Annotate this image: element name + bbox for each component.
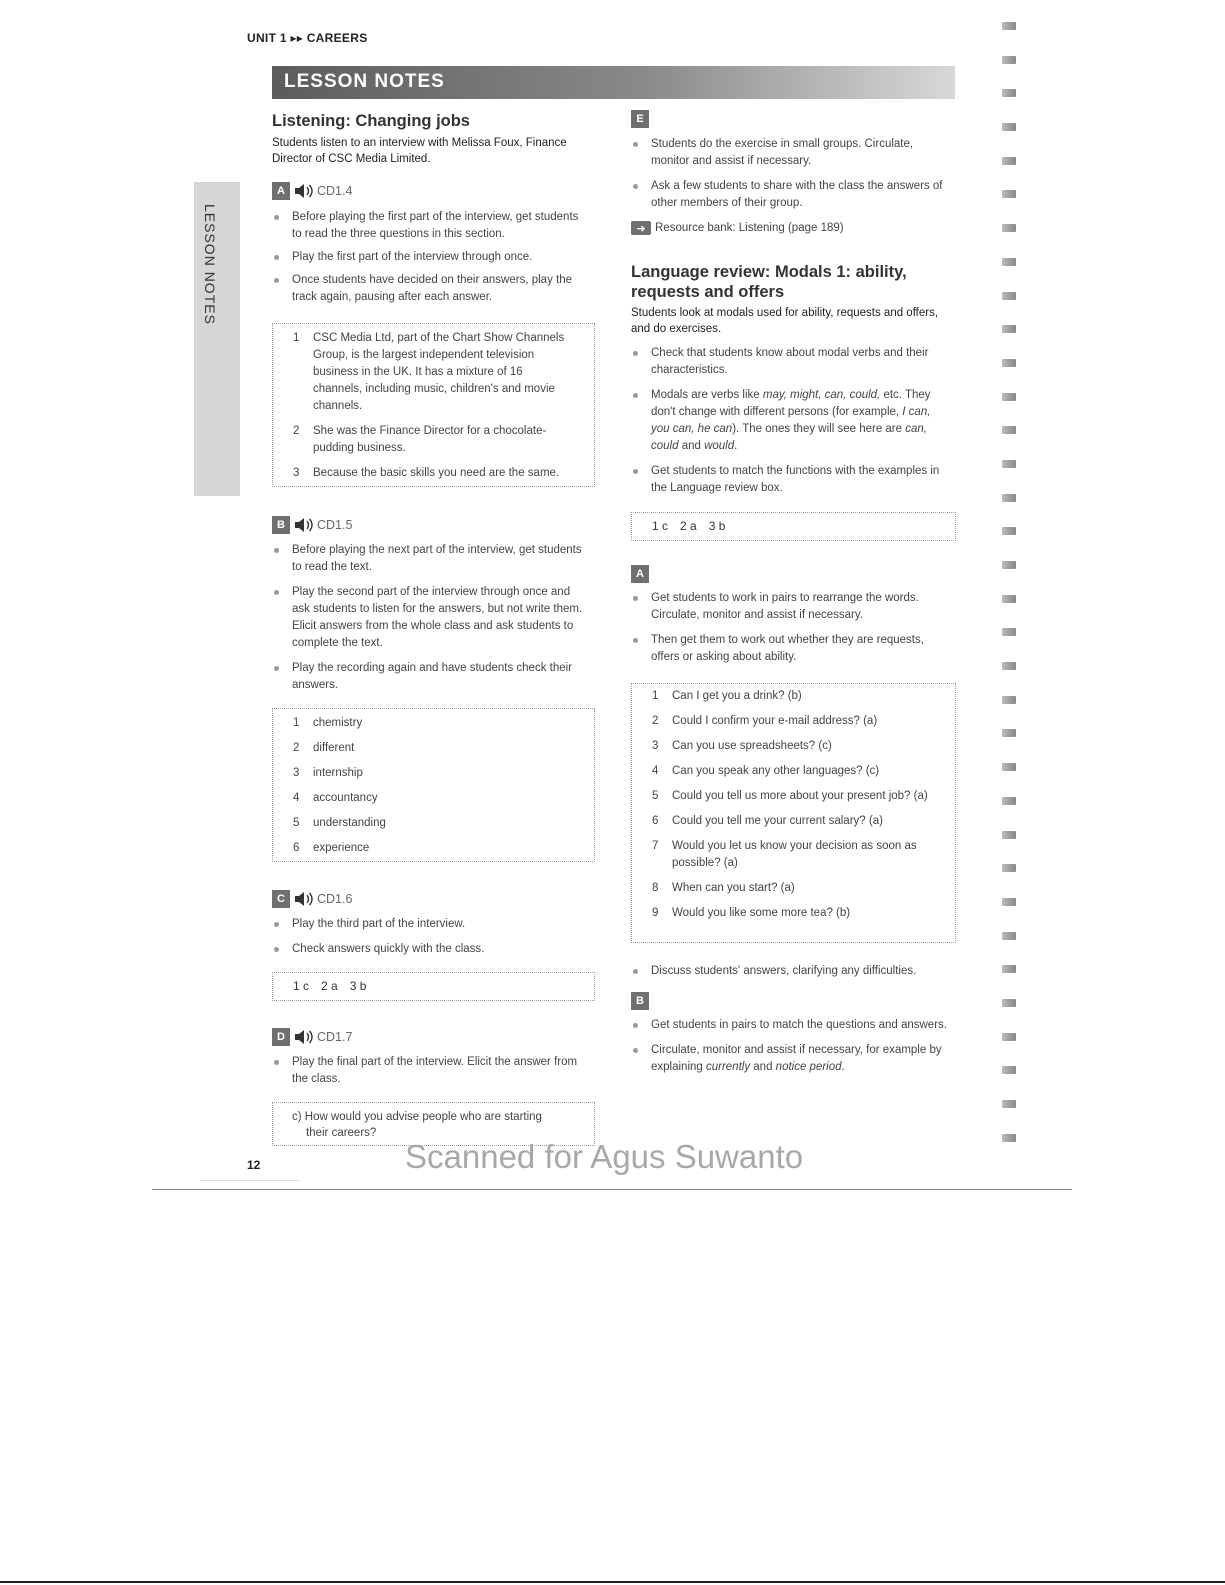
exercise-c-bullets bbox=[272, 916, 590, 958]
side-tab-label: LESSON NOTES bbox=[202, 204, 218, 325]
lesson-notes-banner bbox=[272, 66, 955, 99]
exercise-d-header bbox=[272, 1026, 352, 1048]
page-bottom-rule bbox=[152, 1189, 1072, 1190]
answer-row: 2 Could I confirm your e-mail address? (a) bbox=[652, 715, 878, 727]
bullet: Before playing the next part of the interview, get students to read the text. bbox=[272, 542, 590, 576]
answer-row: 2 different bbox=[293, 742, 355, 754]
resource-bank-text: Resource bank: Listening (page 189) bbox=[655, 222, 844, 234]
exercise-c-header bbox=[272, 888, 352, 910]
banner-title: LESSON NOTES bbox=[284, 71, 445, 92]
exercise-a-header bbox=[272, 180, 352, 202]
exercise-tag: B bbox=[272, 516, 290, 534]
binding-tabs bbox=[1002, 22, 1016, 1167]
listening-title: Listening: Changing jobs bbox=[272, 112, 470, 130]
answer-row: 1 CSC Media Ltd, part of the Chart Show Channels Group, is the largest independent television business in the UK. It has a mixture of 16 channels, including music, children's and movie channels. bbox=[293, 332, 565, 412]
language-review-title bbox=[631, 262, 961, 302]
exercise-tag: E bbox=[631, 110, 649, 128]
title-line: Language review: Modals 1: ability, bbox=[631, 263, 907, 281]
answer-item: 1 c bbox=[293, 979, 310, 993]
exercise-a2-after bbox=[631, 963, 951, 980]
exercise-a2-bullets bbox=[631, 590, 949, 666]
arrow-right-icon: ➜ bbox=[631, 221, 651, 235]
language-review-bullets bbox=[631, 345, 949, 497]
exercise-tag: D bbox=[272, 1028, 290, 1046]
bullet: Once students have decided on their answers, play the track again, pausing after each answer. bbox=[272, 272, 590, 306]
running-head: UNIT 1 ▸▸ CAREERS bbox=[247, 31, 368, 45]
answer-row: 8 When can you start? (a) bbox=[652, 882, 795, 894]
answer-item: 1 c bbox=[652, 519, 669, 533]
answer-item: 2 a bbox=[680, 519, 697, 533]
answer-row: 1 Can I get you a drink? (b) bbox=[652, 690, 802, 702]
side-tab bbox=[194, 182, 240, 496]
divider bbox=[200, 1180, 300, 1181]
exercise-b2-header bbox=[631, 990, 649, 1012]
answer-row: 4 accountancy bbox=[293, 792, 378, 804]
exercise-a2-header bbox=[631, 563, 649, 585]
cd-track: CD1.4 bbox=[317, 184, 353, 198]
bullet: Before playing the first part of the interview, get students to read the three questions in this section. bbox=[272, 209, 590, 243]
answer-box-a bbox=[272, 323, 595, 487]
listening-intro: Students listen to an interview with Melissa Foux, Finance Director of CSC Media Limited. bbox=[272, 137, 567, 165]
page-number: 12 bbox=[247, 1158, 261, 1172]
answer-row: 3 internship bbox=[293, 767, 363, 779]
answer-item: 3 b bbox=[349, 979, 367, 993]
bullet: Check answers quickly with the class. bbox=[272, 941, 590, 958]
answer-row: 9 Would you like some more tea? (b) bbox=[652, 907, 851, 919]
scan-edge-line bbox=[0, 1581, 1225, 1583]
bullet: Modals are verbs like may, might, can, could, etc. They don't change with different persons (for example, I can, you can, he can). The ones they will see here are can, could and would. bbox=[631, 387, 949, 455]
answer-row: 6 Could you tell me your current salary? (a) bbox=[652, 815, 883, 827]
bullet: Play the first part of the interview through once. bbox=[272, 249, 590, 266]
bullet: Get students in pairs to match the questions and answers. bbox=[631, 1017, 949, 1034]
bullet: Then get them to work out whether they are requests, offers or asking about ability. bbox=[631, 632, 949, 666]
exercise-d-bullets bbox=[272, 1054, 590, 1088]
answer-line: their careers? bbox=[306, 1127, 377, 1139]
answer-row: 3 Because the basic skills you need are the same. bbox=[293, 467, 560, 479]
speaker-icon bbox=[294, 516, 314, 534]
answer-row: 5 Could you tell us more about your present job? (a) bbox=[652, 790, 928, 802]
answer-row: 7 Would you let us know your decision as soon as possible? (a) bbox=[652, 840, 917, 869]
bullet: Play the third part of the interview. bbox=[272, 916, 590, 933]
bullet: Get students to match the functions with the examples in the Language review box. bbox=[631, 463, 949, 497]
exercise-e-bullets bbox=[631, 136, 949, 212]
exercise-tag: C bbox=[272, 890, 290, 908]
answer-row: 1 chemistry bbox=[293, 717, 363, 729]
exercise-b-header bbox=[272, 514, 352, 536]
answer-line: c) How would you advise people who are starting bbox=[292, 1111, 542, 1123]
exercise-tag: A bbox=[272, 182, 290, 200]
answer-box-lr bbox=[631, 512, 956, 541]
bullet: Students do the exercise in small groups. Circulate, monitor and assist if necessary. bbox=[631, 136, 949, 170]
answer-row: 4 Can you speak any other languages? (c) bbox=[652, 765, 880, 777]
exercise-tag: A bbox=[631, 565, 649, 583]
exercise-a-bullets bbox=[272, 209, 590, 306]
exercise-b-bullets bbox=[272, 542, 590, 694]
answer-box-b bbox=[272, 708, 595, 862]
answer-row: 2 She was the Finance Director for a chocolate-pudding business. bbox=[293, 425, 547, 454]
bullet: Play the final part of the interview. Elicit the answer from the class. bbox=[272, 1054, 590, 1088]
bullet: Ask a few students to share with the class the answers of other members of their group. bbox=[631, 178, 949, 212]
scan-watermark: Scanned for Agus Suwanto bbox=[405, 1138, 804, 1175]
bullet: Circulate, monitor and assist if necessary, for example by explaining currently and notice period. bbox=[631, 1042, 949, 1076]
answer-item: 2 a bbox=[321, 979, 338, 993]
cd-track: CD1.6 bbox=[317, 892, 353, 906]
answer-box-c bbox=[272, 972, 595, 1001]
speaker-icon bbox=[294, 182, 314, 200]
answer-box-a2 bbox=[631, 683, 956, 943]
answer-row: 6 experience bbox=[293, 842, 370, 854]
answer-row: 3 Can you use spreadsheets? (c) bbox=[652, 740, 832, 752]
bullet: Play the recording again and have students check their answers. bbox=[272, 660, 590, 694]
bullet: Get students to work in pairs to rearrange the words. Circulate, monitor and assist if necessary. bbox=[631, 590, 949, 624]
speaker-icon bbox=[294, 890, 314, 908]
title-line: requests and offers bbox=[631, 283, 785, 301]
bullet: Discuss students' answers, clarifying any difficulties. bbox=[631, 963, 951, 980]
exercise-b2-bullets bbox=[631, 1017, 949, 1076]
cd-track: CD1.7 bbox=[317, 1030, 353, 1044]
bullet: Play the second part of the interview through once and ask students to listen for the answers, but not write them. Elicit answers from the whole class and ask students to complete the text. bbox=[272, 584, 590, 652]
answer-row: 5 understanding bbox=[293, 817, 386, 829]
speaker-icon bbox=[294, 1028, 314, 1046]
cd-track: CD1.5 bbox=[317, 518, 353, 532]
resource-bank-link bbox=[631, 221, 844, 235]
exercise-e-header bbox=[631, 108, 649, 130]
exercise-tag: B bbox=[631, 992, 649, 1010]
bullet: Check that students know about modal verbs and their characteristics. bbox=[631, 345, 949, 379]
language-review-intro: Students look at modals used for ability, requests and offers, and do exercises. bbox=[631, 307, 939, 335]
answer-item: 3 b bbox=[708, 519, 726, 533]
